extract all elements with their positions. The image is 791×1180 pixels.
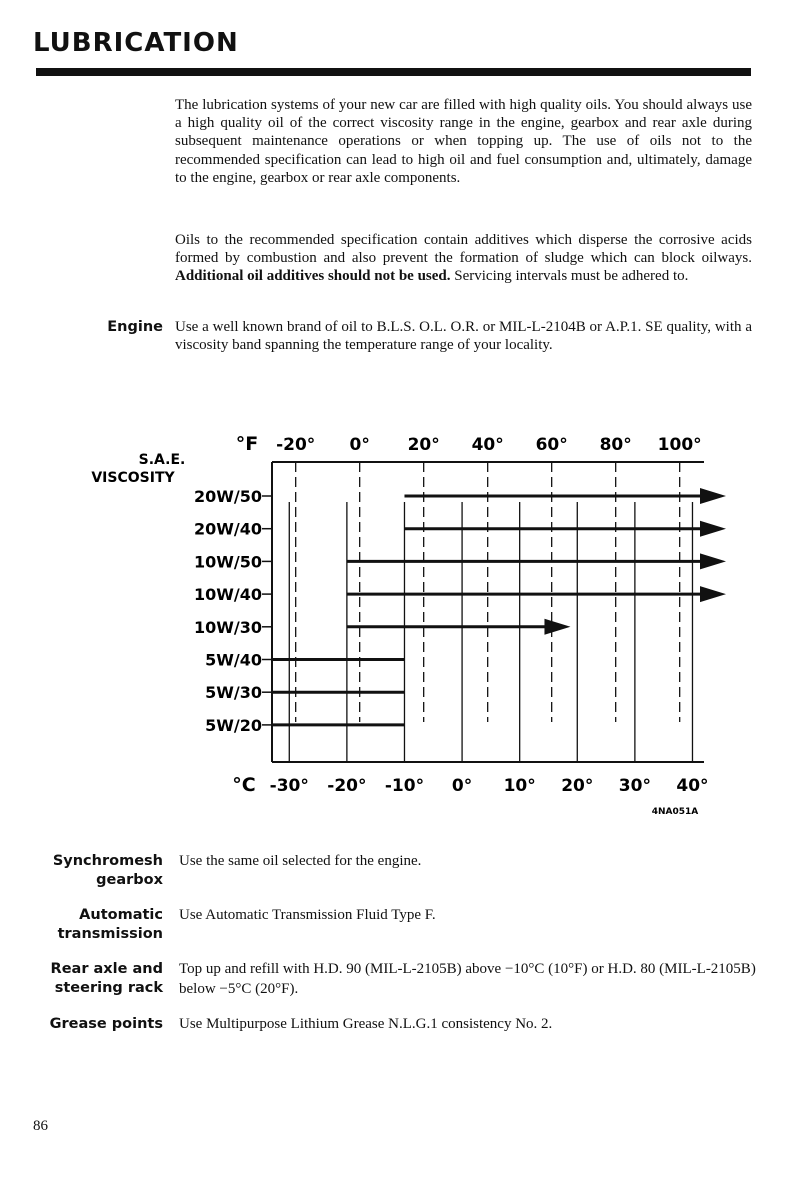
rear-axle-text: Top up and refill with H.D. 90 (MIL-L-2105B) above −10°C (10°F) or H.D. 80 (MIL-L-2105B) below −5°C (20°F). [179, 961, 756, 997]
chart-title-sae: S.A.E. [138, 452, 186, 468]
additives-warning: Additional oil additives should not be used. [175, 268, 451, 285]
automatic-label [20, 906, 163, 944]
fahrenheit-tick-label: 80° [599, 435, 632, 455]
grade-range-arrow [700, 586, 726, 602]
fahrenheit-tick-label: 40° [471, 435, 504, 455]
celsius-tick-label: 40° [676, 776, 709, 796]
fahrenheit-tick-label: 20° [407, 435, 440, 455]
celsius-tick-label: 20° [561, 776, 594, 796]
grade-label: 10W/30 [193, 617, 262, 637]
page-title: LUBRICATION [33, 28, 239, 58]
intro-p2-text: Oils to the recommended specification contain additives which disperse the corrosive acids formed by combustion and also prevent the formation of sludge which can block oilways. [175, 232, 752, 267]
grade-range-arrow [700, 488, 726, 504]
grade-label: 5W/40 [205, 650, 262, 670]
fahrenheit-tick-label: 60° [535, 435, 568, 455]
intro-paragraph-1: The lubrication systems of your new car are filled with high quality oils. You should always use a high quality oil of the correct viscosity range in the engine, gearbox and rear axle during subsequent maintenance operations or when topping up. The use of oils not to the recommended specification can lead to high oil and fuel consumption and, ultimately, damage to the engine, gearbox or rear axle components. [175, 97, 752, 186]
grade-range-arrow [700, 553, 726, 569]
grade-label: 20W/40 [193, 519, 262, 539]
chart-title-viscosity: VISCOSITY [91, 470, 175, 486]
automatic-label-line1: Automatic [79, 907, 163, 923]
grade-label: 5W/30 [205, 683, 262, 703]
synchromesh-label-line2: gearbox [96, 872, 163, 888]
figure-code: 4NA051A [651, 807, 699, 817]
celsius-tick-label: -10° [384, 776, 425, 796]
celsius-tick-label: -30° [269, 776, 309, 796]
fahrenheit-tick-label: -20° [276, 435, 316, 455]
celsius-tick-label: -20° [327, 776, 367, 796]
celsius-tick-label: 10° [503, 776, 536, 796]
synchromesh-text: Use the same oil selected for the engine. [179, 853, 422, 869]
grease-label: Grease points [49, 1016, 163, 1032]
grease-text: Use Multipurpose Lithium Grease N.L.G.1 consistency No. 2. [179, 1016, 553, 1032]
grade-label: 5W/20 [205, 715, 262, 735]
intro-p2-end: Servicing intervals must be adhered to. [450, 268, 689, 285]
fahrenheit-tick-label: 0° [349, 435, 370, 455]
automatic-text: Use Automatic Transmission Fluid Type F. [179, 907, 436, 923]
grade-label: 20W/50 [193, 487, 262, 506]
celsius-tick-label: 30° [618, 776, 651, 796]
grade-label: 10W/40 [193, 585, 262, 605]
celsius-unit-label: °C [232, 774, 256, 796]
engine-label: Engine [107, 319, 163, 335]
rear-axle-label-line2: steering rack [54, 980, 163, 996]
rear-axle-label-line1: Rear axle and [50, 961, 163, 977]
grade-range-arrow [700, 521, 726, 537]
fahrenheit-unit-label: °F [235, 433, 259, 455]
intro-paragraph-2 [175, 231, 752, 286]
automatic-label-line2: transmission [57, 926, 163, 942]
grade-label: 10W/50 [193, 552, 262, 572]
page-number: 86 [33, 1118, 48, 1134]
title-rule [36, 68, 751, 76]
synchromesh-label [20, 852, 163, 890]
viscosity-chart [0, 410, 791, 820]
celsius-tick-label: 0° [451, 776, 473, 796]
fahrenheit-tick-label: 100° [657, 435, 702, 455]
rear-axle-label [20, 960, 163, 998]
synchromesh-label-line1: Synchromesh [52, 853, 163, 869]
grade-range-arrow [544, 619, 570, 635]
engine-text: Use a well known brand of oil to B.L.S. O.L. O.R. or MIL-L-2104B or A.P.1. SE quality, with a viscosity band spanning the temperature range of your locality. [175, 319, 752, 354]
